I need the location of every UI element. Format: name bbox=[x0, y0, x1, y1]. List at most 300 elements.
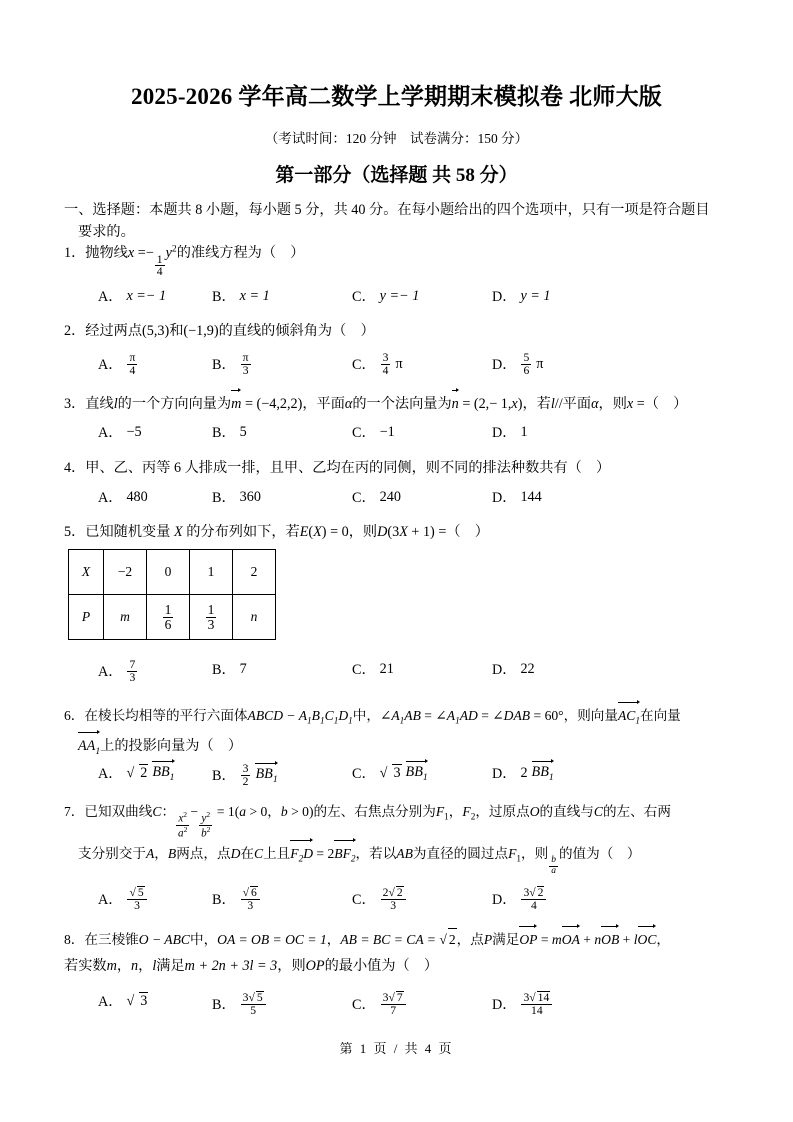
q8-opt-c-fraction bbox=[381, 991, 406, 1017]
q1-opt-d-value: y = 1 bbox=[520, 287, 551, 304]
question-7-option-d[interactable] bbox=[492, 886, 547, 912]
question-4-option-b[interactable] bbox=[212, 487, 261, 507]
q6-opt-c-vec: BB bbox=[405, 764, 423, 781]
q8-l2t1: 若实数 bbox=[64, 958, 107, 974]
question-6-option-b[interactable] bbox=[212, 763, 278, 788]
q7-l2t9: ，则 bbox=[521, 846, 549, 861]
q6-B: B bbox=[311, 708, 320, 723]
question-7-options bbox=[64, 886, 754, 912]
q7-frac-x2a2 bbox=[176, 811, 189, 840]
q8-t5: 满足 bbox=[492, 932, 520, 947]
question-3-options bbox=[64, 422, 754, 448]
q4-opt-c-value: 240 bbox=[379, 488, 401, 505]
q3-alpha: α bbox=[344, 396, 353, 412]
q3-t6: )，若 bbox=[517, 396, 551, 412]
q8-opt-b-sqrt-icon: √ bbox=[248, 991, 255, 1004]
q8-m: m bbox=[551, 932, 562, 947]
question-8-stem-line-2 bbox=[64, 955, 744, 977]
question-5-options bbox=[64, 659, 754, 685]
q4-opt-b-label: B． bbox=[212, 490, 236, 506]
q7-opt-b-den: 3 bbox=[247, 898, 254, 912]
q7-vector-F2D bbox=[290, 842, 313, 866]
question-1-option-d[interactable] bbox=[492, 286, 551, 306]
question-1-options bbox=[64, 286, 754, 312]
q7-frac1-num: $x^2$ bbox=[178, 809, 188, 825]
question-2-option-c[interactable] bbox=[352, 352, 403, 377]
q6-vec-AA-sub: 1 bbox=[95, 745, 101, 757]
q8-rad: 2 bbox=[448, 928, 457, 950]
question-3-option-b[interactable] bbox=[212, 422, 247, 442]
q7-opt-a-sqrt-icon: √ bbox=[129, 886, 136, 899]
q8-opt-b-num bbox=[241, 991, 266, 1005]
question-7-stem-line-1: 7．已知双曲线C： $\frac{x^2}{a^2}$ − $\frac{y^2}{b^2}$ = 1(a > 0，b > 0)的左、右焦点分别为$F_1$，$F_2$，过原点O的直线与C的左、右两 bbox=[64, 804, 671, 840]
question-1-option-c[interactable] bbox=[352, 286, 419, 306]
q7-l2t4: 在 bbox=[240, 846, 254, 861]
q7-opt-b-rad: 6 bbox=[251, 886, 257, 899]
q7-opt-d-den: 4 bbox=[531, 898, 537, 912]
question-3-option-c[interactable] bbox=[352, 422, 395, 442]
dist-cell-p-3: n bbox=[233, 595, 276, 640]
q2-opt-c-den: 4 bbox=[382, 363, 389, 377]
q7-v2: BF bbox=[334, 846, 351, 861]
q7-opt-c-fraction bbox=[381, 886, 406, 912]
q8-opt-c-sqrt-icon: √ bbox=[388, 991, 395, 1004]
q5-t6: (3 bbox=[387, 524, 400, 540]
q6-C: C bbox=[324, 708, 334, 723]
q5-t1: 已知随机变量 bbox=[85, 524, 174, 540]
q3-opt-d-label: D． bbox=[492, 425, 517, 441]
q7-opt-b-num bbox=[241, 886, 260, 900]
q7-C3: C bbox=[253, 846, 264, 861]
q8-t9: ， bbox=[656, 932, 670, 947]
question-8-stem-line-1 bbox=[64, 928, 744, 950]
question-2-options bbox=[64, 352, 754, 378]
q7-opt-d-sqrt-icon: √ bbox=[529, 886, 536, 899]
q8-l2n: n bbox=[131, 958, 139, 974]
question-6-options bbox=[64, 763, 754, 789]
q8-opt-d-sqrt-icon: √ bbox=[529, 991, 536, 1004]
q7-t5: ， bbox=[448, 804, 463, 819]
table-row-p bbox=[69, 595, 276, 640]
q6-t1: 在棱长均相等的平行六面体 bbox=[84, 708, 248, 723]
q3-opt-b-label: B． bbox=[212, 425, 236, 441]
q7-opt-a-num bbox=[127, 886, 146, 900]
q6-ang1b: AB bbox=[404, 708, 421, 723]
dist-frac-2-num: 1 bbox=[207, 602, 215, 618]
question-4-number: 4． bbox=[64, 460, 86, 476]
q7-opt-d-rad: 2 bbox=[537, 886, 544, 899]
q7-l2t5: 上且 bbox=[263, 846, 291, 861]
q6-opt-b-fraction bbox=[241, 763, 251, 788]
q6-vec-AA: AA bbox=[78, 738, 96, 754]
q8-opt-c-num bbox=[381, 991, 406, 1005]
q8-t2: 中， bbox=[189, 932, 218, 947]
q7-opt-c-pre: 2 bbox=[382, 886, 389, 899]
dist-cell-x-1: 0 bbox=[147, 550, 190, 595]
question-6-stem-line-2 bbox=[78, 734, 758, 760]
q7-vector-BF2 bbox=[334, 842, 355, 866]
q5-opt-b-label: B． bbox=[212, 662, 236, 678]
q8-P: P bbox=[483, 932, 493, 947]
question-5-option-b[interactable] bbox=[212, 659, 247, 679]
q3-opt-c-label: C． bbox=[352, 425, 376, 441]
q7-opt-d-fraction bbox=[521, 886, 546, 912]
q6-ang1: A bbox=[391, 708, 400, 723]
q7-t2: ： bbox=[161, 804, 176, 819]
dist-cell-p-0: m bbox=[104, 595, 147, 640]
q6-opt-d-pre: 2 bbox=[520, 764, 528, 781]
question-4-option-c[interactable] bbox=[352, 487, 401, 507]
q2-opt-a-num: π bbox=[129, 351, 136, 364]
q8-opt-d-fraction bbox=[521, 991, 552, 1017]
q3-x2: x bbox=[626, 396, 634, 412]
q3-opt-b-value: 5 bbox=[239, 423, 247, 440]
q6-line2-text: 上的投影向量为（ ） bbox=[100, 738, 243, 754]
q5-t3: ( bbox=[308, 524, 314, 540]
q7-opt-a-label: A． bbox=[98, 891, 123, 908]
question-2-option-a[interactable] bbox=[98, 352, 138, 377]
q5-var-X2: X bbox=[313, 524, 322, 540]
dist-frac-2-den: 3 bbox=[207, 617, 215, 632]
q1-var-x: x bbox=[127, 245, 135, 261]
q6-opt-b-sub: 1 bbox=[272, 774, 278, 786]
q7-opt-c-label: C． bbox=[352, 891, 376, 908]
q5-D: D bbox=[377, 524, 388, 540]
q7-AB: AB bbox=[396, 846, 413, 861]
question-1-number: 1． bbox=[64, 245, 86, 261]
q2-opt-b-label: B． bbox=[212, 357, 236, 374]
q7-C2: C bbox=[593, 804, 603, 819]
q1-fraction bbox=[155, 254, 165, 279]
q6-opt-a-vec: BB bbox=[152, 764, 170, 781]
q5-opt-c-value: 21 bbox=[379, 660, 394, 677]
q7-opt-c-num bbox=[381, 886, 406, 900]
q7-l2t7: ，若以 bbox=[355, 846, 397, 861]
q6-opt-b-vector bbox=[255, 765, 277, 785]
q7-opt-d-pre: 3 bbox=[523, 886, 530, 899]
q1-exponent: 2 bbox=[171, 243, 177, 255]
q2-opt-a-fraction bbox=[127, 352, 137, 377]
question-7-option-a[interactable] bbox=[98, 886, 148, 912]
question-3-option-d[interactable] bbox=[492, 422, 528, 442]
q7-frac1-den: $a^2$ bbox=[178, 824, 188, 840]
q8-t6: = bbox=[537, 932, 552, 947]
q1-opt-b-label: B． bbox=[212, 289, 236, 305]
question-2-option-b[interactable] bbox=[212, 352, 252, 377]
q3-t1: 直线 bbox=[85, 396, 114, 412]
q2-opt-d-num: 5 bbox=[523, 351, 530, 364]
q6-D: D bbox=[338, 708, 349, 723]
q1-opt-c-value: y =− 1 bbox=[379, 287, 420, 304]
question-6-option-a[interactable] bbox=[98, 763, 175, 783]
q2-opt-d-tail: π bbox=[536, 355, 544, 372]
q7-F1bsub: 1 bbox=[516, 853, 521, 864]
q2-opt-d-den: 6 bbox=[523, 363, 530, 377]
q8-opt-b-pre: 3 bbox=[242, 991, 249, 1004]
question-1-option-b[interactable] bbox=[212, 286, 270, 306]
q8-opt-d-label: D． bbox=[492, 996, 517, 1013]
q6-opt-c-sub: 1 bbox=[422, 771, 428, 783]
q4-opt-b-value: 360 bbox=[239, 488, 261, 505]
q7-v1b: D bbox=[303, 846, 314, 861]
q8-opt-c-den: 7 bbox=[390, 1003, 397, 1017]
q8-opt-c-rad: 7 bbox=[396, 991, 403, 1004]
q6-opt-c-label: C． bbox=[352, 766, 376, 782]
q7-opt-d-num bbox=[521, 886, 546, 900]
q6-opt-a-sub: 1 bbox=[169, 771, 175, 783]
dist-cell-x-3: 2 bbox=[233, 550, 276, 595]
instructions-line-1: 一、选择题：本题共 8 小题，每小题 5 分，共 40 分。在每小题给出的四个选项中，只有一项是符合题目 bbox=[64, 202, 710, 218]
q8-opt-b-fraction bbox=[241, 991, 266, 1017]
q6-angsub1: 1 bbox=[399, 715, 405, 726]
q8-opt-a-sqrt-icon: √ bbox=[126, 992, 135, 1009]
q2-opt-b-fraction bbox=[241, 352, 251, 377]
q7-frac-y2b2 bbox=[199, 811, 212, 840]
question-5-stem bbox=[64, 521, 744, 543]
question-5-option-a[interactable] bbox=[98, 659, 138, 684]
q1-var-y: y bbox=[165, 245, 172, 261]
q4-opt-c-label: C． bbox=[352, 490, 376, 506]
q1-opt-a-value: x =− 1 bbox=[126, 287, 167, 304]
q8-l2t4: 满足 bbox=[156, 958, 185, 974]
question-4-option-d[interactable] bbox=[492, 487, 542, 507]
q6-t5: = 60°，则向量 bbox=[530, 708, 618, 723]
q8-opt-b-rad: 5 bbox=[256, 991, 263, 1004]
q5-opt-a-den: 3 bbox=[129, 670, 136, 684]
dist-cell-p-1 bbox=[147, 595, 190, 640]
q5-t7: + 1) =（ ） bbox=[407, 524, 489, 540]
question-6-option-d[interactable] bbox=[492, 763, 554, 783]
question-6-option-c[interactable] bbox=[352, 763, 428, 783]
q6-ang2: A bbox=[446, 708, 456, 723]
q6-opt-c-sqrt-icon: √ bbox=[379, 764, 388, 781]
q5-var-X3: X bbox=[399, 524, 408, 540]
q7-opt-a-rad: 5 bbox=[137, 886, 144, 899]
q8-t1: 在三棱锥 bbox=[84, 932, 139, 947]
question-4-options bbox=[64, 487, 754, 513]
distribution-table bbox=[68, 549, 276, 640]
question-8-option-a[interactable] bbox=[98, 991, 148, 1011]
q7-t7: 的直线与 bbox=[539, 804, 594, 819]
q8-eq1: OA = OB = OC = 1 bbox=[217, 932, 327, 947]
page-footer: 第 1 页 / 共 4 页 bbox=[339, 1041, 454, 1056]
question-3-option-a[interactable] bbox=[98, 422, 142, 442]
q6-opt-d-vector bbox=[532, 763, 554, 783]
question-2-option-d[interactable] bbox=[492, 352, 543, 377]
q6-solid: ABCD − A bbox=[247, 708, 308, 723]
question-8-number: 8． bbox=[64, 932, 85, 947]
q3-t3: = (−4,2,2)，平面 bbox=[241, 396, 345, 412]
question-3-number: 3． bbox=[64, 396, 86, 412]
q7-t4: > 0)的左、右焦点分别为 bbox=[287, 804, 436, 819]
q7-b: b bbox=[280, 804, 288, 819]
q8-vector-OP: OP bbox=[519, 928, 537, 950]
q8-opt-d-num bbox=[521, 991, 552, 1005]
q3-alpha2: α bbox=[591, 396, 599, 412]
q7-opt-a-fraction bbox=[127, 886, 146, 912]
q8-vector-OB: OB bbox=[601, 928, 619, 950]
q3-t9: =（ ） bbox=[633, 396, 688, 412]
q8-opt-d-pre: 3 bbox=[523, 991, 530, 1004]
q6-opt-a-label: A． bbox=[98, 766, 123, 782]
q4-opt-a-label: A． bbox=[98, 490, 123, 506]
q6-opt-d-sub: 1 bbox=[548, 771, 554, 783]
q6-vector-AC1 bbox=[618, 704, 640, 728]
q7-B: B bbox=[167, 846, 177, 861]
q6-opt-d-label: D． bbox=[492, 766, 517, 782]
q3-opt-c-value: −1 bbox=[379, 423, 395, 440]
page-title: 2025-2026 学年高二数学上学期期末模拟卷 北师大版 bbox=[131, 84, 662, 109]
q7-eq-tail: = 1( bbox=[213, 804, 240, 819]
q7-t1: 已知双曲线 bbox=[84, 804, 153, 819]
q8-OABC: O − ABC bbox=[138, 932, 190, 947]
q7-opt-c-sqrt-icon: √ bbox=[388, 886, 395, 899]
question-1-stem-prefix: 抛物线 bbox=[85, 245, 128, 261]
table-row-x bbox=[69, 550, 276, 595]
q5-opt-a-label: A． bbox=[98, 664, 123, 681]
q4-opt-d-value: 144 bbox=[520, 488, 542, 505]
q7-opt-d-label: D． bbox=[492, 891, 517, 908]
q3-opt-d-value: 1 bbox=[520, 423, 528, 440]
q6-sub3: 1 bbox=[333, 715, 339, 726]
q2-opt-c-num: 3 bbox=[382, 351, 389, 364]
q7-F2: F bbox=[462, 804, 471, 819]
q8-opt-b-den: 5 bbox=[250, 1003, 257, 1017]
question-7-stem-line-2 bbox=[78, 842, 758, 876]
q7-opt-b-fraction bbox=[241, 886, 260, 912]
q3-opt-a-value: −5 bbox=[126, 423, 142, 440]
question-2-stem-text: 经过两点(5,3)和(−1,9)的直线的倾斜角为（ ） bbox=[85, 323, 375, 339]
q6-opt-c-vector bbox=[406, 763, 428, 783]
q6-opt-a-rad: 2 bbox=[140, 765, 148, 781]
q8-l2t6: 的最小值为（ ） bbox=[324, 958, 439, 974]
q6-opt-a-sqrt-icon: √ bbox=[126, 764, 135, 781]
q8-opt-c-label: C． bbox=[352, 996, 376, 1013]
q2-opt-c-label: C． bbox=[352, 357, 376, 374]
question-4-stem bbox=[64, 457, 744, 479]
q6-vector-AA1 bbox=[78, 734, 100, 760]
question-2-stem bbox=[64, 320, 744, 342]
q5-opt-c-label: C． bbox=[352, 662, 376, 678]
q8-l2t3: ， bbox=[138, 958, 153, 974]
q3-vector-m: m bbox=[231, 392, 241, 415]
q7-C: C bbox=[152, 804, 162, 819]
q1-opt-b-value: x = 1 bbox=[239, 287, 270, 304]
q7-frac-b: b bbox=[551, 854, 556, 865]
q3-t4: 的一个法向量为 bbox=[352, 396, 452, 412]
question-7-option-c[interactable] bbox=[352, 886, 407, 912]
q6-sub2: 1 bbox=[319, 715, 325, 726]
dist-cell-x-0: −2 bbox=[104, 550, 147, 595]
q8-t7: + bbox=[579, 932, 595, 947]
q7-frac2-num: $y^2$ bbox=[201, 809, 211, 825]
q8-l2l: l bbox=[152, 958, 157, 974]
q5-t4: ) = 0 bbox=[321, 524, 349, 540]
q6-opt-c-rad: 3 bbox=[393, 765, 401, 781]
question-2-number: 2． bbox=[64, 323, 86, 339]
dist-cell-p-label: P bbox=[69, 595, 104, 640]
q8-l2t2: ， bbox=[116, 958, 132, 974]
question-7-number: 7． bbox=[64, 804, 85, 819]
q7-F1b: F bbox=[508, 846, 517, 861]
q7-F1: F bbox=[435, 804, 445, 819]
dist-frac-2 bbox=[206, 603, 217, 632]
q2-opt-b-den: 3 bbox=[242, 363, 249, 377]
q7-opt-a-den: 3 bbox=[134, 898, 140, 912]
q7-l2t1: 支分别交于 bbox=[78, 846, 146, 861]
question-8-option-b[interactable] bbox=[212, 991, 267, 1017]
exam-meta-subtitle: （考试时间：120 分钟 试卷满分：150 分） bbox=[264, 131, 529, 146]
q3-line-l: l bbox=[113, 396, 118, 412]
q6-sub1: 1 bbox=[307, 715, 312, 726]
q6-opt-b-vec: BB bbox=[255, 766, 273, 783]
q2-opt-d-label: D． bbox=[492, 357, 517, 374]
q6-vec-AC-sub: 1 bbox=[635, 715, 640, 726]
q8-opt-a-rad: 3 bbox=[140, 993, 148, 1009]
question-4-option-a[interactable] bbox=[98, 487, 148, 507]
q8-vector-OA: OA bbox=[562, 928, 580, 950]
question-6-stem-line-1 bbox=[64, 704, 744, 728]
question-5-number: 5． bbox=[64, 524, 86, 540]
q7-A: A bbox=[145, 846, 155, 861]
q4-opt-a-value: 480 bbox=[126, 488, 148, 505]
q6-angsub2: 1 bbox=[455, 715, 460, 726]
q1-opt-d-label: D． bbox=[492, 289, 517, 305]
q6-vec-AC: AC bbox=[617, 708, 636, 723]
question-8-option-d[interactable] bbox=[492, 991, 553, 1017]
dist-frac-1 bbox=[163, 603, 174, 632]
question-1-stem bbox=[64, 242, 744, 278]
q7-l2t6: = 2 bbox=[313, 846, 335, 861]
q1-opt-a-label: A． bbox=[98, 289, 123, 305]
section-title-part-one: 第一部分（选择题 共 58 分） bbox=[275, 165, 518, 186]
q7-opt-b-sqrt-icon: √ bbox=[242, 886, 250, 899]
q8-opt-c-pre: 3 bbox=[382, 991, 389, 1004]
dist-cell-p-2 bbox=[190, 595, 233, 640]
q6-t2: 中，∠ bbox=[352, 708, 392, 723]
q8-t3: ， bbox=[326, 932, 341, 947]
question-1-stem-suffix: 的准线方程为（ ） bbox=[176, 245, 305, 261]
q6-ang2b: AD bbox=[459, 708, 478, 723]
q8-l2m: m bbox=[106, 958, 117, 974]
q3-t8: ，则 bbox=[598, 396, 627, 412]
q7-frac2-den: $b^2$ bbox=[201, 824, 211, 840]
q5-opt-d-value: 22 bbox=[520, 660, 535, 677]
q1-eq-sign: =− bbox=[137, 245, 154, 261]
q7-O: O bbox=[529, 804, 540, 819]
q7-l2t10: 的值为（ ） bbox=[558, 846, 641, 861]
q8-l2eq: m + 2n + 3l = 3 bbox=[184, 958, 278, 974]
question-5-option-c[interactable] bbox=[352, 659, 394, 679]
q8-opt-b-label: B． bbox=[212, 996, 236, 1013]
dist-cell-x-2: 1 bbox=[190, 550, 233, 595]
q7-l2t2: ， bbox=[154, 846, 168, 861]
q7-frac-a: a bbox=[551, 865, 556, 876]
q8-l: l bbox=[633, 932, 638, 947]
q3-vector-n: n bbox=[452, 392, 459, 415]
question-6-number: 6． bbox=[64, 708, 85, 723]
question-3-stem bbox=[64, 392, 744, 415]
question-5-option-d[interactable] bbox=[492, 659, 535, 679]
q7-l2t8: 为直径的圆过点 bbox=[412, 846, 509, 861]
question-1-option-a[interactable] bbox=[98, 286, 166, 306]
q4-opt-d-label: D． bbox=[492, 490, 517, 506]
question-7-option-b[interactable] bbox=[212, 886, 261, 912]
q8-opt-a-label: A． bbox=[98, 994, 123, 1010]
q5-t5: ，则 bbox=[348, 524, 378, 540]
question-8-option-c[interactable] bbox=[352, 991, 407, 1017]
q8-eq2: AB = BC = CA = bbox=[340, 932, 440, 947]
